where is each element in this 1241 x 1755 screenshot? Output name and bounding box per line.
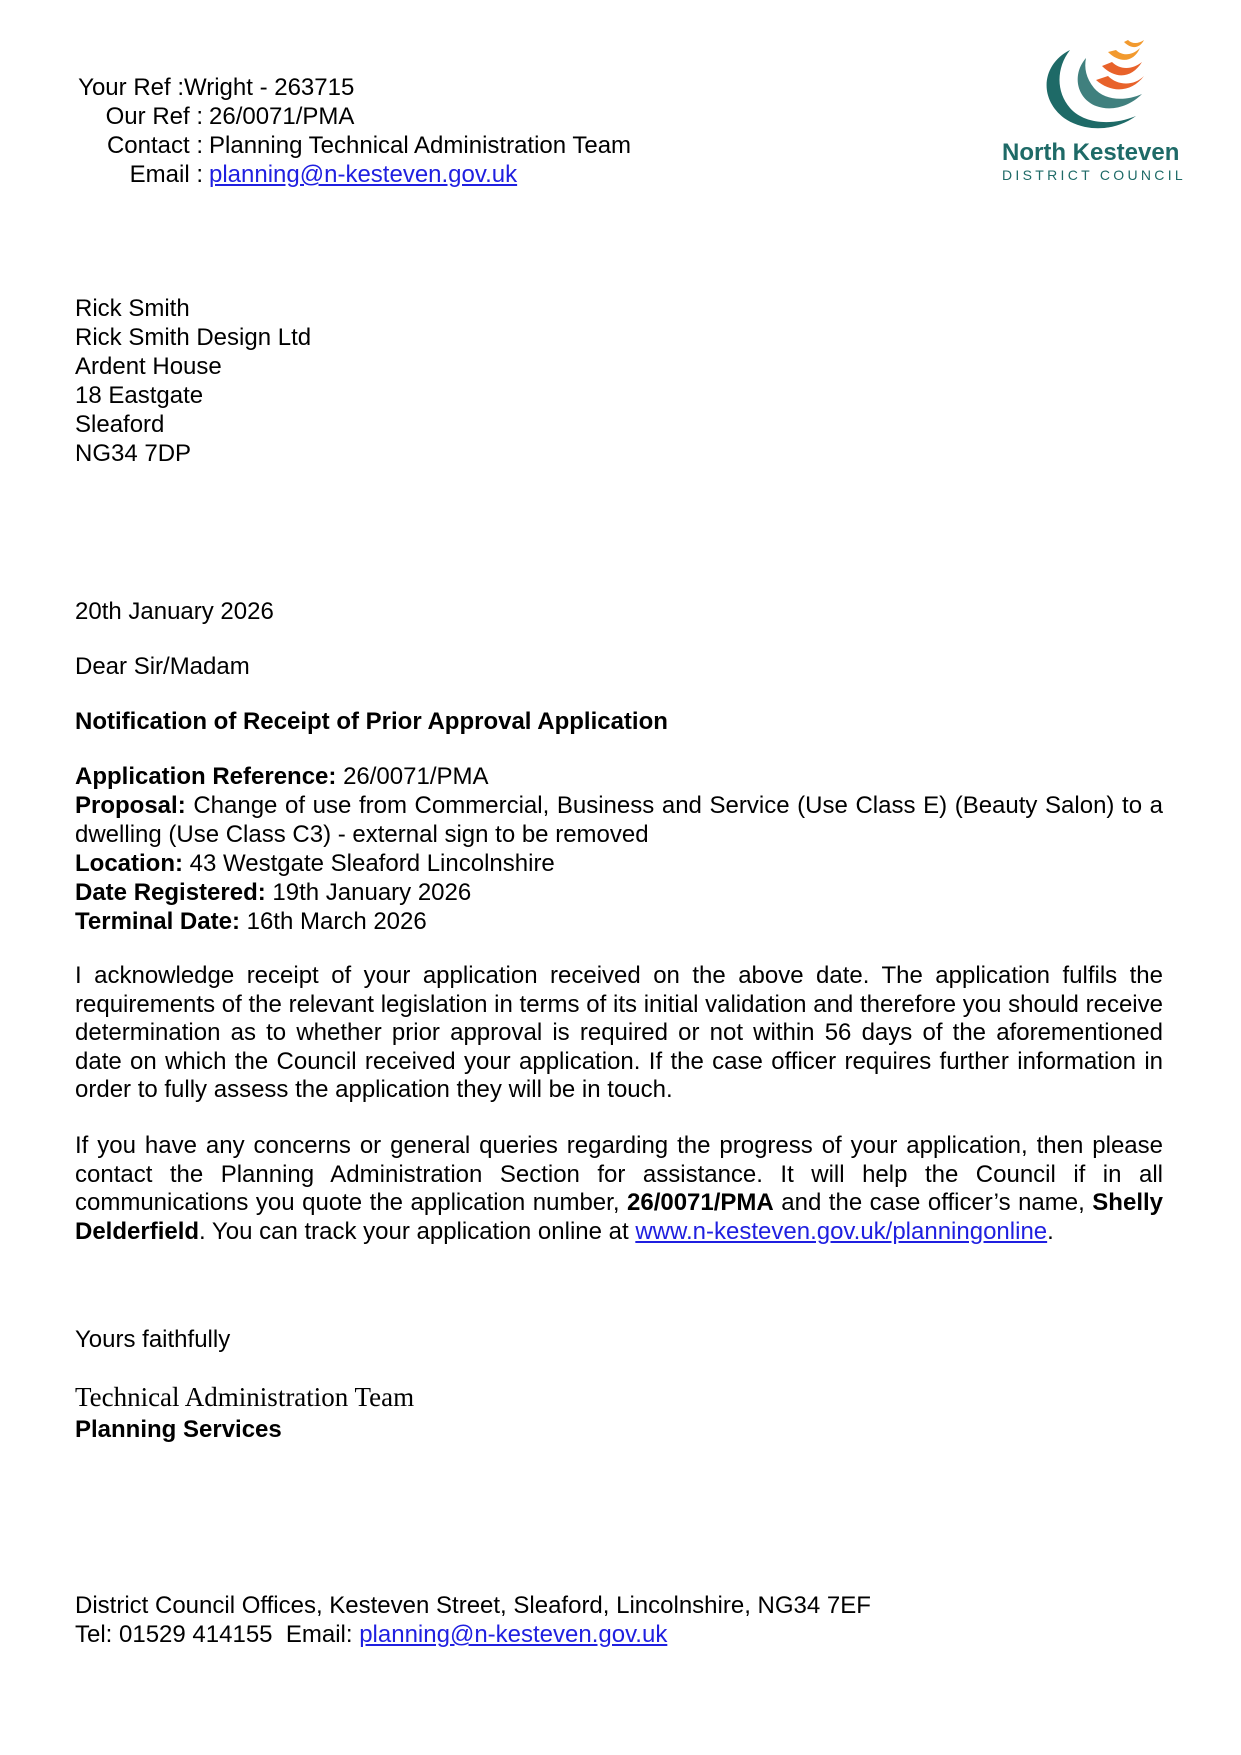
swirl-logo-icon — [1032, 36, 1152, 140]
contact-paragraph — [75, 1132, 1163, 1246]
address-line: NG34 7DP — [75, 440, 192, 467]
proposal-label: Proposal: — [75, 792, 186, 819]
contact-row — [75, 131, 631, 160]
recipient-address — [75, 294, 311, 468]
address-line: Rick Smith — [75, 295, 190, 322]
footer-tel: Tel: 01529 414155 Email: — [75, 1621, 360, 1648]
proposal-row — [75, 791, 1163, 849]
your-ref-label: Your Ref : — [78, 74, 184, 101]
letter-subject: Notification of Receipt of Prior Approval Application — [75, 708, 668, 735]
para2-text1: If you have any concerns or general queries regarding the progress of your application, then please contact the Planning Administration Section for assistance. It will help the Council if in all communications you quote the application number, — [75, 1132, 1163, 1217]
our-ref-row — [75, 102, 631, 131]
our-ref-label: Our Ref : — [105, 103, 203, 130]
contact-label: Contact : — [106, 132, 203, 159]
footer — [75, 1591, 871, 1649]
address-line: Sleaford — [75, 411, 165, 438]
registered-row — [75, 878, 1163, 907]
contact-value: Planning Technical Administration Team — [209, 132, 632, 159]
para2-text3: . You can track your application online at — [199, 1217, 636, 1245]
footer-contact — [75, 1620, 871, 1649]
registered-label: Date Registered: — [75, 879, 266, 906]
council-logo — [1002, 36, 1202, 184]
our-ref-value: 26/0071/PMA — [209, 103, 355, 130]
your-ref-row — [75, 73, 631, 102]
planning-online-link[interactable]: www.n-kesteven.gov.uk/planningonline — [635, 1217, 1048, 1245]
para2-text4: . — [1047, 1217, 1054, 1245]
terminal-value: 16th March 2026 — [246, 908, 427, 935]
your-ref-value: Wright - 263715 — [184, 74, 355, 101]
signature: Technical Administration Team — [75, 1382, 415, 1412]
salutation: Dear Sir/Madam — [75, 653, 250, 680]
application-details — [75, 762, 1163, 936]
location-label: Location: — [75, 850, 183, 877]
closing: Yours faithfully — [75, 1326, 231, 1353]
reference-block — [75, 73, 631, 189]
footer-address: District Council Offices, Kesteven Street, Sleaford, Lincolnshire, NG34 7EF — [75, 1592, 871, 1619]
logo-subtitle: DISTRICT COUNCIL — [1002, 167, 1186, 183]
email-row — [75, 160, 631, 189]
address-line: Ardent House — [75, 353, 222, 380]
department-name: Planning Services — [75, 1416, 282, 1443]
contact-email-link[interactable]: planning@n-kesteven.gov.uk — [209, 161, 518, 188]
app-ref-row — [75, 762, 1163, 791]
logo-name: North Kesteven — [1002, 139, 1180, 166]
location-row — [75, 849, 1163, 878]
email-label: Email : — [129, 161, 203, 188]
terminal-label: Terminal Date: — [75, 908, 240, 935]
proposal-value: Change of use from Commercial, Business and Service (Use Class E) (Beauty Salon) to a dwelling (Use Class C3) - external sign to be removed — [75, 792, 1164, 848]
footer-email-link[interactable]: planning@n-kesteven.gov.uk — [359, 1621, 668, 1648]
address-line: 18 Eastgate — [75, 382, 204, 409]
app-ref-label: Application Reference: — [75, 763, 337, 790]
case-officer-name: Shelly Delderfield — [75, 1189, 1163, 1245]
letter-date: 20th January 2026 — [75, 598, 274, 625]
acknowledgement-paragraph: I acknowledge receipt of your application received on the above date. The application fulfils the requirements of the relevant legislation in terms of its initial validation and therefore you should receive determination as to whether prior approval is required or not within 56 days of the aforementioned date on which the Council received your application. If the case officer requires further information in order to fully assess the application they will be in touch. — [75, 962, 1163, 1104]
app-ref-value: 26/0071/PMA — [343, 763, 489, 790]
address-line: Rick Smith Design Ltd — [75, 324, 312, 351]
para2-text2: and the case officer’s name, — [773, 1189, 1093, 1217]
application-number: 26/0071/PMA — [627, 1189, 774, 1217]
location-value: 43 Westgate Sleaford Lincolnshire — [189, 850, 555, 877]
terminal-row — [75, 907, 1163, 936]
registered-value: 19th January 2026 — [272, 879, 472, 906]
